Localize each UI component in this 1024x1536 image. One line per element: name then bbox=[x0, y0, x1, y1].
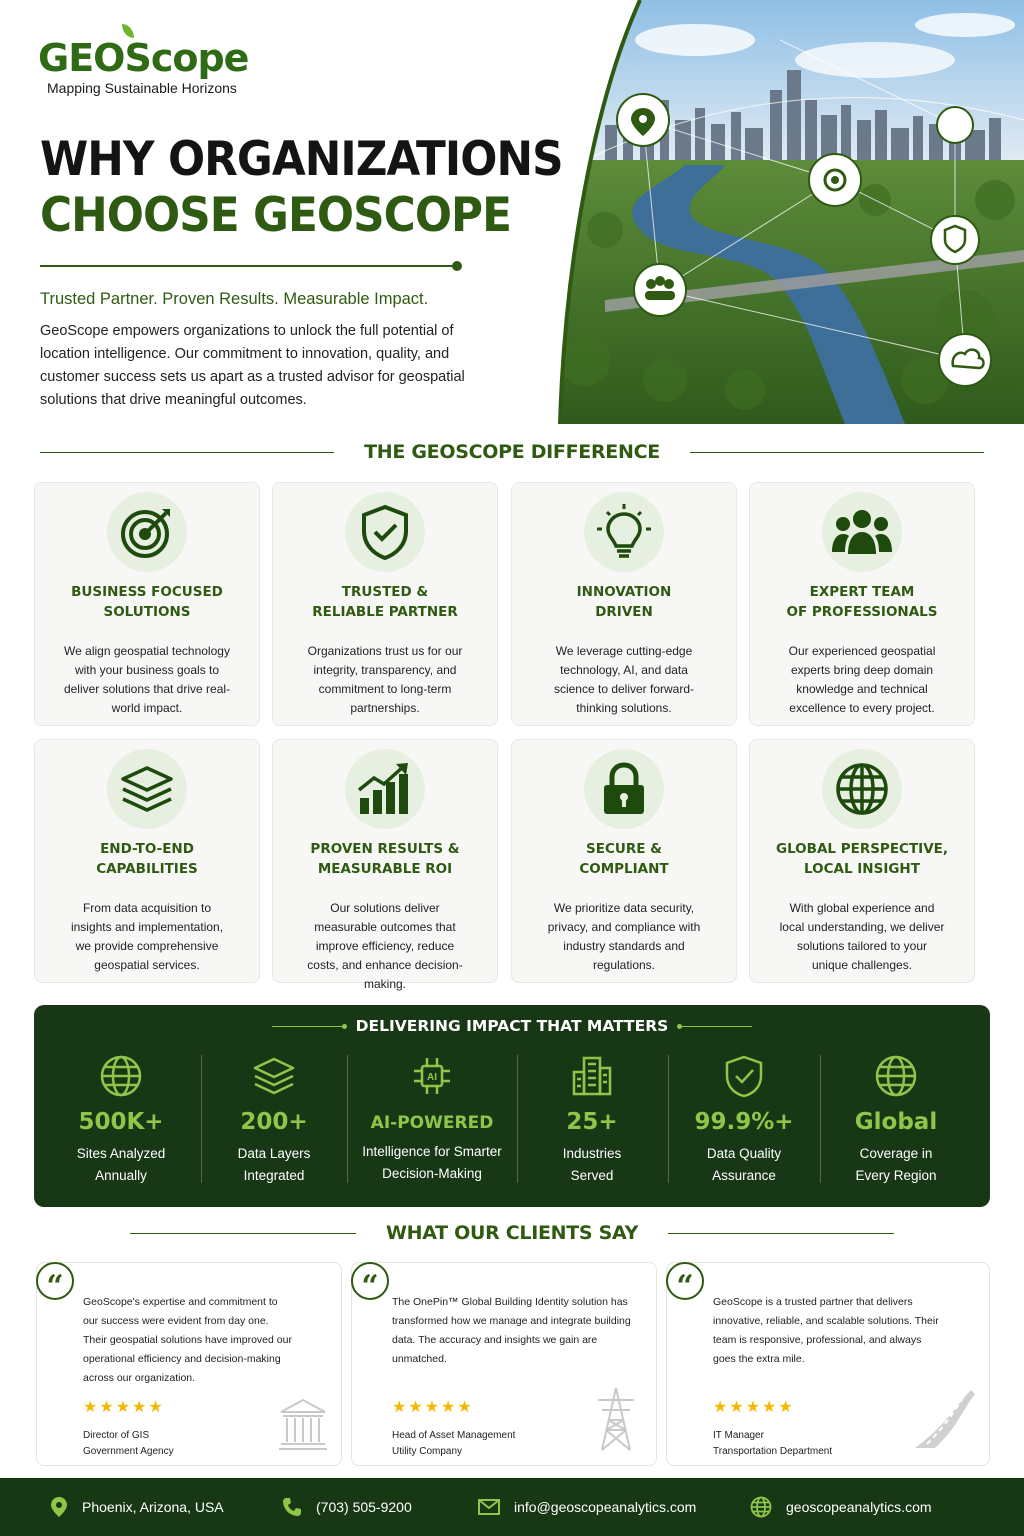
feature-card bbox=[511, 739, 737, 983]
hero-subtitle: Trusted Partner. Proven Results. Measurable Impact. bbox=[40, 290, 429, 308]
team-icon bbox=[822, 492, 902, 572]
logo: GEOScope bbox=[38, 36, 248, 80]
layers-icon bbox=[107, 749, 187, 829]
feature-card bbox=[272, 739, 498, 991]
testimonial-role: IT Manager bbox=[713, 1430, 764, 1441]
footer-email[interactable]: info@geoscopeanalytics.com bbox=[478, 1478, 696, 1536]
target-icon bbox=[107, 492, 187, 572]
testimonial-role: Director of GIS bbox=[83, 1430, 150, 1441]
brand-tagline: Mapping Sustainable Horizons bbox=[47, 80, 237, 96]
brand bbox=[38, 36, 248, 96]
stat-value: Global bbox=[854, 1109, 938, 1135]
svg-text:AI: AI bbox=[427, 1072, 437, 1083]
card-title: TRUSTED & RELIABLE PARTNER bbox=[312, 584, 458, 620]
title-line-2: CHOOSE GEOSCOPE bbox=[40, 188, 512, 243]
stat-ai bbox=[350, 1053, 514, 1185]
card-title: PROVEN RESULTS & MEASURABLE ROI bbox=[310, 841, 460, 877]
card-description: We prioritize data security, privacy, and compliance with industry standards and regulations. bbox=[547, 901, 701, 972]
star-rating: ★★★★★ bbox=[392, 1399, 474, 1416]
title-line-1: WHY ORGANIZATIONS bbox=[40, 132, 563, 187]
testimonial-card bbox=[36, 1262, 342, 1466]
hero-city-aerial-image bbox=[545, 0, 1024, 424]
footer-phone[interactable]: (703) 505-9200 bbox=[282, 1478, 412, 1536]
card-title: INNOVATION DRIVEN bbox=[576, 584, 672, 620]
impact-band bbox=[34, 1005, 990, 1207]
stat-industries bbox=[524, 1053, 660, 1187]
stat-label: Data Layers Integrated bbox=[237, 1146, 311, 1183]
difference-heading: THE GEOSCOPE DIFFERENCE bbox=[40, 441, 984, 463]
feature-card bbox=[749, 482, 975, 726]
testimonial-card bbox=[666, 1262, 990, 1466]
star-rating: ★★★★★ bbox=[713, 1399, 795, 1416]
stat-value: 25+ bbox=[566, 1109, 618, 1135]
globe-icon bbox=[822, 749, 902, 829]
layers-icon bbox=[209, 1053, 339, 1099]
card-description: Organizations trust us for our integrity, transparency, and commitment to long-term partnerships. bbox=[307, 644, 463, 715]
footer-website[interactable]: geoscopeanalytics.com bbox=[750, 1478, 932, 1536]
card-description: From data acquisition to insights and implementation, we provide comprehensive geospatial services. bbox=[70, 901, 224, 972]
stat-label: Intelligence for Smarter Decision-Making bbox=[362, 1144, 502, 1181]
mail-icon bbox=[478, 1499, 500, 1515]
card-description: We align geospatial technology with your business goals to deliver solutions that drive real-world impact. bbox=[63, 644, 231, 715]
globe-icon bbox=[54, 1053, 188, 1099]
shield-check-icon bbox=[345, 492, 425, 572]
card-title: EXPERT TEAM OF PROFESSIONALS bbox=[786, 584, 938, 620]
globe-icon bbox=[750, 1496, 772, 1518]
stat-label: Coverage in Every Region bbox=[855, 1146, 937, 1183]
card-title: END-TO-END CAPABILITIES bbox=[96, 841, 198, 877]
card-description: We leverage cutting-edge technology, AI, and data science to deliver forward-thinking solutions. bbox=[553, 644, 695, 715]
footer bbox=[0, 1478, 1024, 1536]
lock-icon bbox=[584, 749, 664, 829]
testimonial-role: Head of Asset Management bbox=[392, 1430, 516, 1441]
quote-icon: “ bbox=[36, 1262, 74, 1300]
feature-card bbox=[34, 482, 260, 726]
testimonial-org: Government Agency bbox=[83, 1446, 174, 1457]
card-description: Our experienced geospatial experts bring deep domain knowledge and technical excellence to every project. bbox=[788, 644, 936, 715]
stat-label: Sites Analyzed Annually bbox=[76, 1146, 166, 1183]
hero-description: GeoScope empowers organizations to unlock the full potential of location intelligence. Our commitment to innovation, quality, and customer success sets us apart as a trusted advisor for geospatial solutions that drive meaningful outcomes. bbox=[40, 323, 465, 408]
footer-location: Phoenix, Arizona, USA bbox=[50, 1478, 224, 1536]
stat-sites bbox=[54, 1053, 188, 1187]
stat-label: Data Quality Assurance bbox=[706, 1146, 782, 1183]
testimonial-text: GeoScope's expertise and commitment to our success were evident from day one. Their geospatial solutions have improved our operational efficiency and decision-making across our organization. bbox=[83, 1296, 292, 1384]
stat-layers bbox=[209, 1053, 339, 1187]
quote-icon: “ bbox=[666, 1262, 704, 1300]
globe-icon bbox=[828, 1053, 964, 1099]
card-title: BUSINESS FOCUSED SOLUTIONS bbox=[71, 584, 223, 620]
title-divider bbox=[40, 265, 458, 267]
star-rating: ★★★★★ bbox=[83, 1399, 165, 1416]
page-title bbox=[40, 132, 563, 244]
lightbulb-icon bbox=[584, 492, 664, 572]
stat-label: Industries Served bbox=[562, 1146, 622, 1183]
stat-value: AI-POWERED bbox=[370, 1113, 494, 1133]
testimonials-heading: WHAT OUR CLIENTS SAY bbox=[130, 1222, 894, 1244]
testimonial-text: GeoScope is a trusted partner that delivers innovative, reliable, and scalable solutions. Their team is responsive, professional, and always goes the extra mile. bbox=[713, 1296, 939, 1365]
feature-card bbox=[34, 739, 260, 983]
stat-quality bbox=[676, 1053, 812, 1187]
government-building-icon bbox=[277, 1396, 329, 1457]
card-title: GLOBAL PERSPECTIVE, LOCAL INSIGHT bbox=[775, 841, 948, 877]
testimonial-card bbox=[351, 1262, 657, 1466]
ai-chip-icon bbox=[350, 1053, 514, 1099]
phone-icon bbox=[282, 1497, 302, 1517]
feature-card bbox=[749, 739, 975, 983]
testimonial-org: Transportation Department bbox=[713, 1446, 833, 1457]
location-pin-icon bbox=[50, 1496, 68, 1518]
stat-value: 500K+ bbox=[78, 1109, 164, 1135]
shield-check-icon bbox=[676, 1053, 812, 1099]
stat-value: 99.9%+ bbox=[694, 1109, 794, 1135]
quote-icon: “ bbox=[351, 1262, 389, 1300]
card-description: Our solutions deliver measurable outcomes that improve efficiency, reduce costs, and enhance decision-making. bbox=[307, 901, 463, 991]
card-description: With global experience and local understanding, we deliver solutions tailored to your unique challenges. bbox=[779, 901, 945, 972]
buildings-icon bbox=[524, 1053, 660, 1099]
road-icon bbox=[911, 1386, 977, 1457]
card-title: SECURE & COMPLIANT bbox=[579, 841, 669, 877]
growth-chart-icon bbox=[345, 749, 425, 829]
feature-card bbox=[272, 482, 498, 726]
stat-value: 200+ bbox=[240, 1109, 308, 1135]
testimonial-text: The OnePin™ Global Building Identity solution has transformed how we manage and integrate building data. The accuracy and insights we gain are unmatched. bbox=[392, 1296, 631, 1365]
impact-heading: DELIVERING IMPACT THAT MATTERS bbox=[34, 1017, 990, 1035]
stat-global bbox=[828, 1053, 964, 1187]
power-tower-icon bbox=[596, 1386, 636, 1457]
feature-card bbox=[511, 482, 737, 726]
testimonial-org: Utility Company bbox=[392, 1446, 463, 1457]
